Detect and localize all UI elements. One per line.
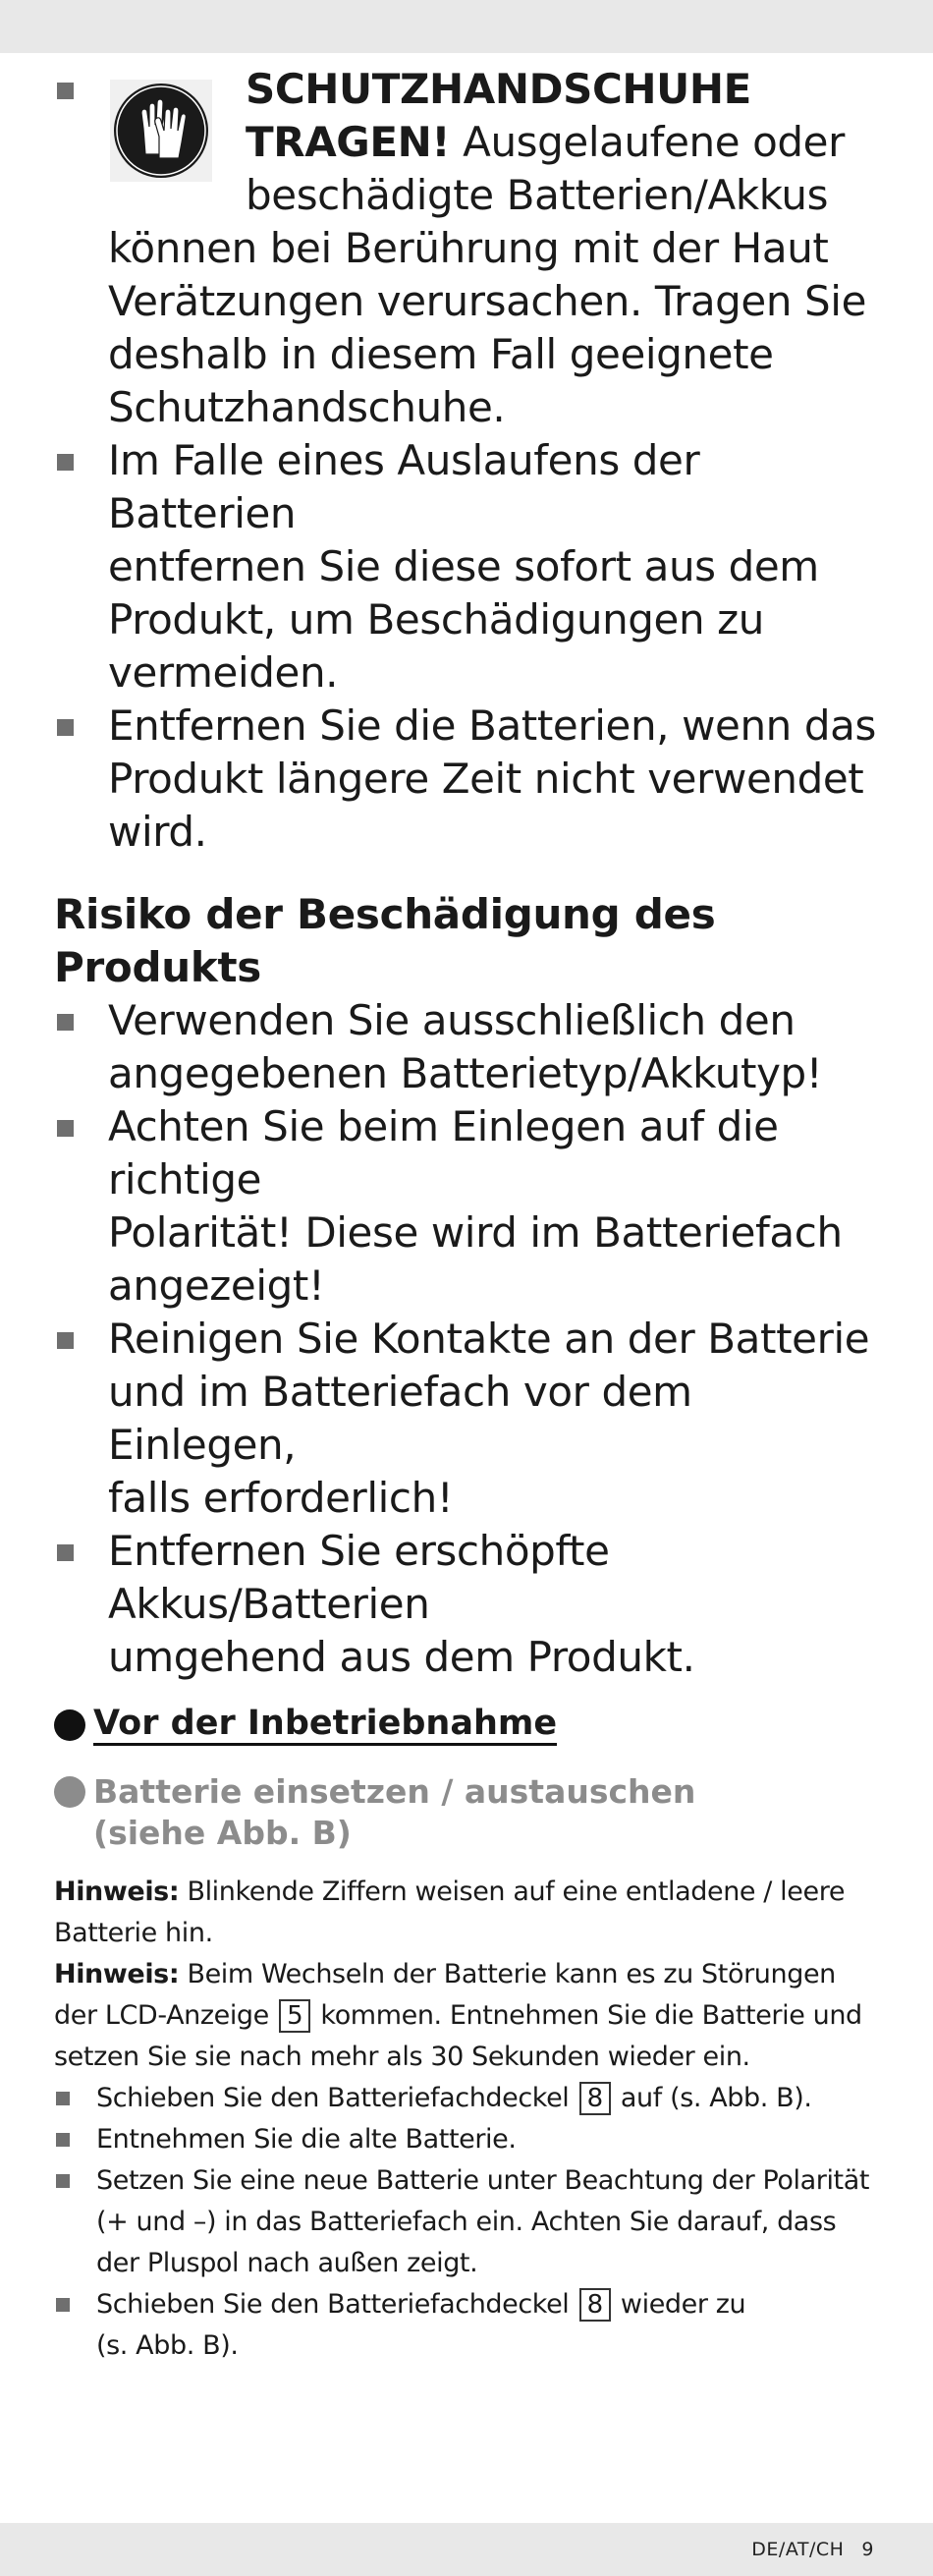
step-text: wieder zu — [612, 2289, 746, 2320]
bullet-square — [57, 1120, 74, 1137]
gloves-icon — [110, 80, 212, 182]
bullet-dot-icon — [54, 1776, 85, 1808]
list-item-line: Im Falle eines Auslaufens der Batterien — [108, 436, 700, 537]
note-1 — [54, 1872, 889, 1913]
page-content — [54, 63, 889, 2367]
risk-heading-line1: Risiko der Beschädigung des — [54, 890, 716, 938]
list-item-line: und im Batteriefach vor dem Einlegen, — [108, 1368, 692, 1469]
note-label: Hinweis: — [54, 1876, 180, 1907]
list-item — [54, 994, 889, 1100]
subsection-title-line1: Batterie einsetzen / austauschen — [93, 1772, 696, 1811]
step-item — [54, 2284, 889, 2367]
step-item — [54, 2119, 889, 2160]
bullet-square — [57, 719, 74, 736]
footer-region: DE/AT/CH — [751, 2539, 845, 2560]
subsection-title-line2: (siehe Abb. B) — [93, 1814, 352, 1852]
warning-line7: Schutzhandschuhe. — [108, 383, 506, 431]
reference-number: 8 — [579, 2082, 611, 2115]
list-item-line: Polarität! Diese wird im Batteriefach — [108, 1208, 843, 1257]
list-item-line: vermeiden. — [108, 648, 339, 697]
risk-heading-line2: Produkts — [54, 943, 261, 991]
note-2 — [54, 1954, 889, 1995]
list-item-line: wird. — [108, 808, 207, 856]
step-item — [54, 2160, 889, 2284]
list-item-line: Produkt, um Beschädigungen zu — [108, 595, 765, 644]
warning-line6: deshalb in diesem Fall geeignete — [108, 330, 774, 378]
step-text: der Pluspol nach außen zeigt. — [96, 2248, 478, 2278]
warning-title-rest: Ausgelaufene oder — [450, 118, 845, 166]
bullet-dot-icon — [54, 1709, 85, 1741]
note-text: Blinkende Ziffern weisen auf eine entladene / leere — [179, 1876, 846, 1907]
step-text: Schieben Sie den Batteriefachdeckel — [96, 2289, 577, 2320]
list-item-line: entfernen Sie diese sofort aus dem — [108, 542, 819, 590]
bullet-square — [56, 2298, 70, 2312]
list-item-line: Produkt längere Zeit nicht verwendet — [108, 755, 864, 803]
list-item-line: Reinigen Sie Kontakte an der Batterie — [108, 1315, 870, 1363]
bullet-square — [57, 1332, 74, 1349]
note-1-line2: Batterie hin. — [54, 1918, 213, 1948]
note-2-line3: setzen Sie sie nach mehr als 30 Sekunden wieder ein. — [54, 2042, 750, 2072]
step-text: Entnehmen Sie die alte Batterie. — [96, 2124, 517, 2155]
warning-item-gloves — [54, 63, 889, 434]
step-text: (s. Abb. B). — [96, 2330, 239, 2361]
list-item-line: falls erforderlich! — [108, 1474, 454, 1522]
note-text: der LCD-Anzeige — [54, 2000, 278, 2031]
bullet-square — [57, 454, 74, 471]
reference-number: 5 — [279, 1999, 310, 2033]
warning-line5: Verätzungen verursachen. Tragen Sie — [108, 277, 867, 325]
top-band — [0, 0, 933, 53]
step-text: Schieben Sie den Batteriefachdeckel — [96, 2083, 577, 2113]
page-number: 9 — [861, 2539, 874, 2560]
warning-title-line1: SCHUTZHANDSCHUHE — [246, 65, 751, 113]
note-text: Beim Wechseln der Batterie kann es zu Störungen — [179, 1959, 836, 1989]
bullet-square — [56, 2133, 70, 2147]
list-item-line: Achten Sie beim Einlegen auf die richtige — [108, 1102, 779, 1204]
list-item — [54, 1313, 889, 1525]
list-item — [54, 700, 889, 859]
section-title: Vor der Inbetriebnahme — [93, 1704, 557, 1746]
note-label: Hinweis: — [54, 1959, 180, 1989]
step-text: auf (s. Abb. B). — [612, 2083, 812, 2113]
notes-block — [54, 1872, 889, 2367]
step-item — [54, 2078, 889, 2119]
section-heading — [54, 1704, 889, 1746]
list-item-line: angezeigt! — [108, 1261, 325, 1310]
list-item-line: angegebenen Batterietyp/Akkutyp! — [108, 1049, 823, 1097]
list-item — [54, 1525, 889, 1684]
bullet-square — [56, 2092, 70, 2105]
warning-title-line2 — [246, 116, 889, 169]
bullet-square — [57, 1014, 74, 1031]
list-item — [54, 1100, 889, 1313]
note-2-line2 — [54, 1995, 889, 2037]
list-item-line: umgehend aus dem Produkt. — [108, 1633, 695, 1681]
bullet-square — [57, 1544, 74, 1561]
bullet-square — [57, 83, 74, 99]
list-item-line: Entfernen Sie die Batterien, wenn das — [108, 701, 876, 750]
subsection-heading — [54, 1771, 889, 1854]
step-text: Setzen Sie eine neue Batterie unter Beachtung der Polarität — [96, 2165, 870, 2196]
warning-line4: können bei Berührung mit der Haut — [108, 224, 829, 272]
warning-title-bold: TRAGEN! — [246, 118, 451, 166]
warning-line3: beschädigte Batterien/Akkus — [246, 171, 829, 219]
page-footer — [751, 2539, 874, 2560]
step-text: (+ und –) in das Batteriefach ein. Achten Sie darauf, dass — [96, 2207, 837, 2237]
reference-number: 8 — [579, 2288, 611, 2322]
bullet-square — [56, 2174, 70, 2188]
note-text: kommen. Entnehmen Sie die Batterie und — [312, 2000, 862, 2031]
list-item-line: Entfernen Sie erschöpfte Akkus/Batterien — [108, 1527, 610, 1628]
list-item-line: Verwenden Sie ausschließlich den — [108, 996, 796, 1044]
list-item — [54, 434, 889, 700]
risk-heading — [54, 888, 889, 994]
